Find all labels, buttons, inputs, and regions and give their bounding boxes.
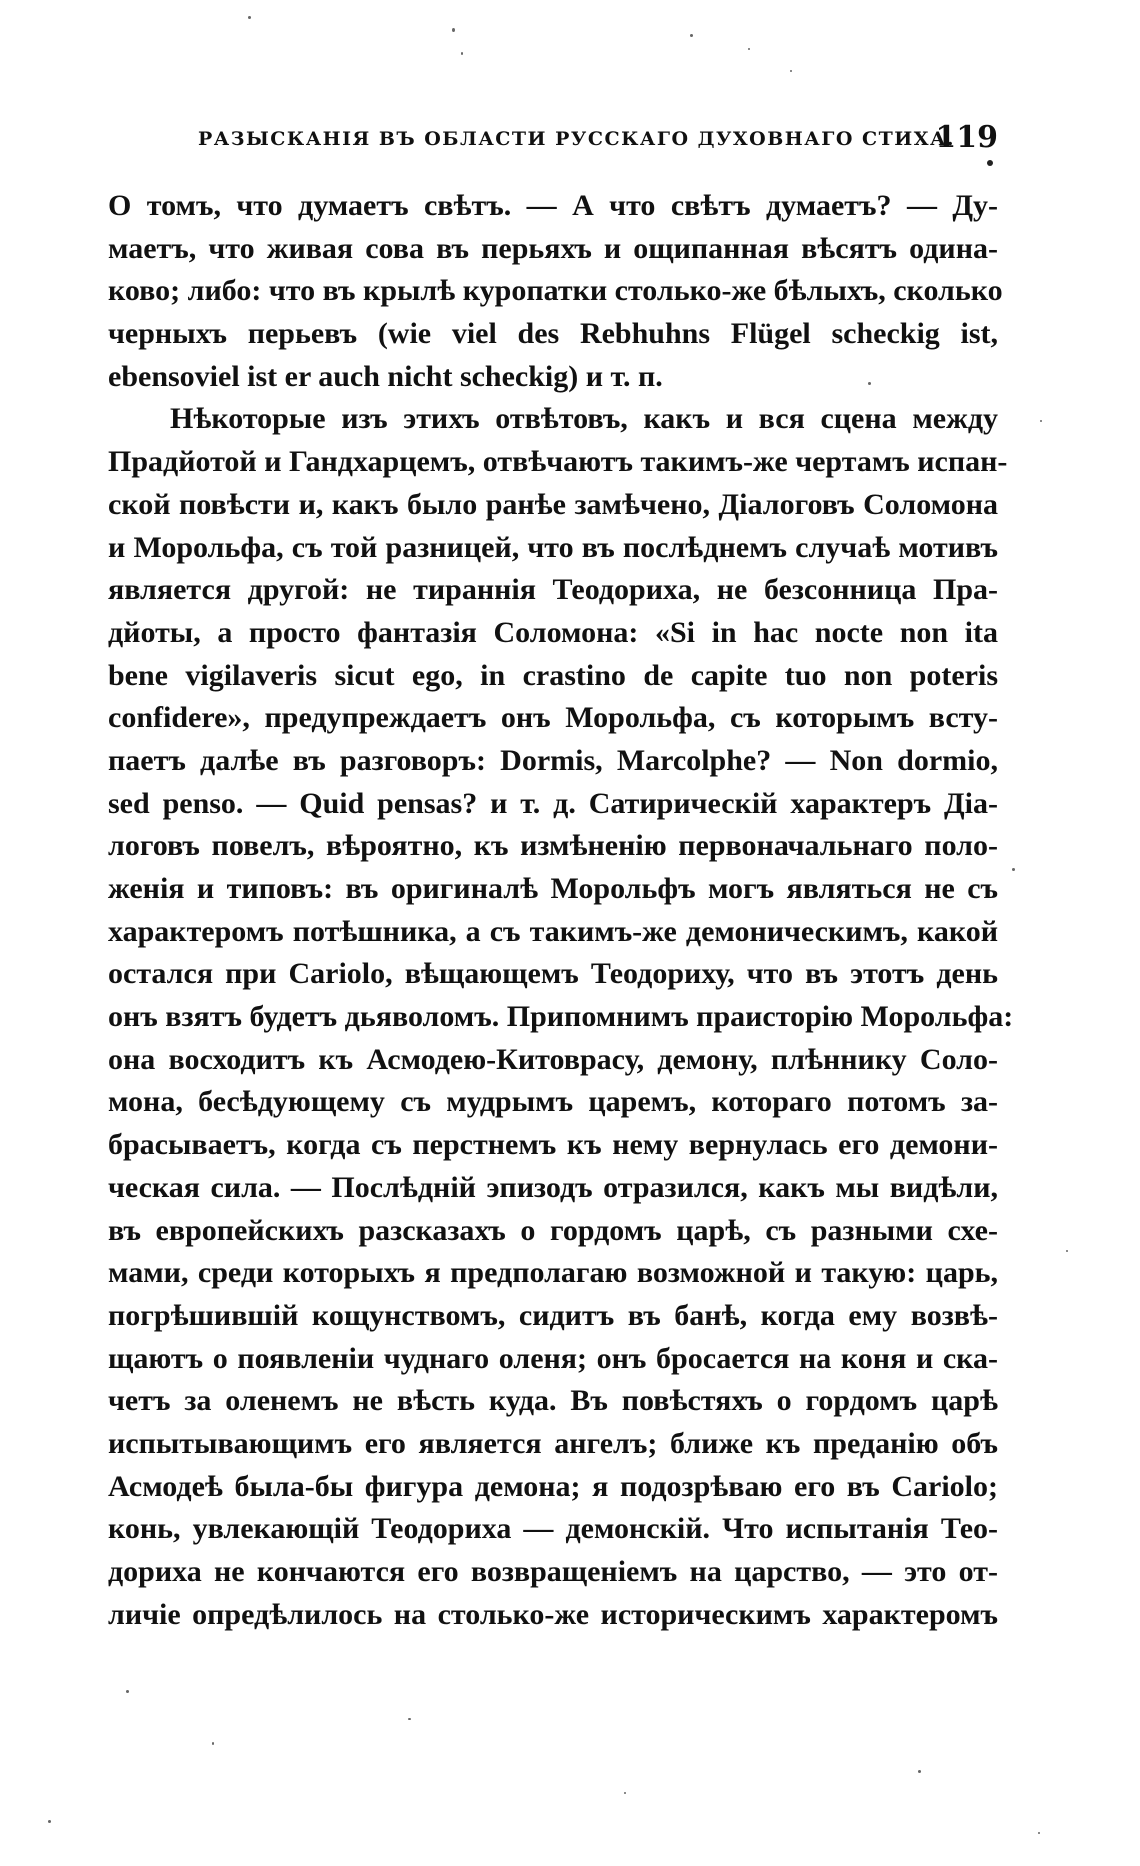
- text-line: она восходитъ къ Асмодею-Китоврасу, демону, плѣннику Соло-: [108, 1042, 998, 1076]
- text-line: черныхъ перьевъ (wie viel des Rebhuhns Flügel scheckig ist,: [108, 317, 998, 351]
- text-line: логовъ повелъ, вѣроятно, къ измѣненію первоначальнаго поло-: [108, 829, 998, 863]
- text-line: женія и типовъ: въ оригиналѣ Морольфъ могъ являться не съ: [108, 872, 998, 905]
- text-line: характеромъ потѣшника, а съ такимъ-же демоническимъ, какой: [108, 914, 998, 948]
- text-line: конь, увлекающій Теодориха — демонскій. Что испытанія Тео-: [108, 1512, 998, 1546]
- text-line: погрѣшившій кощунствомъ, сидитъ въ банѣ, когда ему возвѣ-: [108, 1298, 998, 1332]
- text-line: паетъ далѣе въ разговоръ: Dormis, Marcolphe? — Non dormio,: [108, 743, 998, 777]
- running-head: [108, 122, 998, 162]
- text-line: bene vigilaveris sicut ego, in crastino de capite tuo non poteris: [108, 658, 998, 692]
- scan-speck: [408, 1718, 411, 1720]
- scan-speck: [452, 28, 455, 32]
- text-line: ческая сила. — Послѣдній эпизодъ отразился, какъ мы видѣли,: [108, 1170, 998, 1204]
- text-line: ской повѣсти и, какъ было ранѣе замѣчено, Діалоговъ Соломона: [108, 487, 998, 521]
- text-line: въ европейскихъ разсказахъ о гордомъ царѣ, съ разными схе-: [108, 1213, 998, 1247]
- text-line: ebensoviel ist er auch nicht scheckig) и т. п.: [108, 359, 663, 393]
- text-line: дориха не кончаются его возвращеніемъ на царство, — это от-: [108, 1555, 998, 1588]
- text-line: О томъ, что думаетъ свѣтъ. — А что свѣтъ думаетъ? — Ду-: [108, 189, 998, 222]
- scan-speck: [868, 382, 871, 385]
- text-line: мами, среди которыхъ я предполагаю возможной и такую: царь,: [108, 1256, 998, 1290]
- page-number: 119: [935, 120, 998, 155]
- text-line: остался при Cariolo, вѣщающемъ Теодориху, что въ этотъ день: [108, 957, 998, 991]
- text-line: четъ за оленемъ не вѣсть куда. Въ повѣстяхъ о гордомъ царѣ: [108, 1384, 998, 1418]
- text-line: мона, бесѣдующему съ мудрымъ царемъ, котораго потомъ за-: [108, 1085, 998, 1119]
- scan-speck: [987, 160, 993, 166]
- text-line: онъ взятъ будетъ дьяволомъ. Припомнимъ праисторію Морольфа:: [108, 1000, 1014, 1034]
- text-line: является другой: не тираннія Теодориха, не безсонница Пра-: [108, 573, 998, 607]
- text-line: личіе опредѣлилось на столько-же историческимъ характеромъ: [108, 1597, 998, 1631]
- text-line: дйоты, а просто фантазія Соломона: «Si in hac nocte non ita: [108, 615, 998, 649]
- scan-speck: [690, 34, 693, 37]
- text-line: Нѣкоторые изъ этихъ отвѣтовъ, какъ и вся сцена между: [170, 402, 998, 436]
- text-line: sed penso. — Quid pensas? и т. д. Сатирическій характеръ Діа-: [108, 786, 998, 820]
- scan-speck: [126, 1690, 129, 1693]
- text-body: [108, 185, 1014, 1636]
- scan-speck: [1040, 420, 1042, 422]
- text-line: испытывающимъ его является ангелъ; ближе къ преданію объ: [108, 1426, 998, 1460]
- text-line: Асмодеѣ была-бы фигура демона; я подозрѣваю его въ Cariolo;: [108, 1469, 998, 1503]
- scan-speck: [212, 1742, 214, 1745]
- scan-speck: [918, 1770, 921, 1773]
- scan-speck: [790, 70, 792, 72]
- scan-speck: [461, 52, 463, 55]
- scan-speck: [248, 16, 251, 19]
- text-line: ково; либо: что въ крылѣ куропатки столько-же бѣлыхъ, сколько: [108, 274, 1003, 308]
- text-line: и Морольфа, съ той разницей, что въ послѣднемъ случаѣ мотивъ: [108, 530, 998, 564]
- text-line: Прадйотой и Гандхарцемъ, отвѣчаютъ такимъ-же чертамъ испан-: [108, 445, 1008, 479]
- scan-speck: [1066, 1250, 1068, 1252]
- scan-speck: [748, 48, 750, 50]
- text-line: щаютъ о появленіи чуднаго оленя; онъ бросается на коня и ска-: [108, 1341, 998, 1375]
- scan-speck: [1012, 868, 1015, 871]
- scan-speck: [48, 1820, 51, 1823]
- scan-speck: [1038, 1832, 1040, 1834]
- text-line: маетъ, что живая сова въ перьяхъ и ощипанная вѣсятъ одина-: [108, 231, 998, 265]
- text-line: confidere», предупреждаетъ онъ Морольфа, съ которымъ всту-: [108, 701, 998, 735]
- scan-speck: [624, 1792, 626, 1794]
- text-line: брасываетъ, когда съ перстнемъ къ нему вернулась его демони-: [108, 1128, 998, 1162]
- running-title: РАЗЫСКАНІЯ ВЪ ОБЛАСТИ РУССКАГО ДУХОВНАГО СТИХА.: [198, 128, 956, 150]
